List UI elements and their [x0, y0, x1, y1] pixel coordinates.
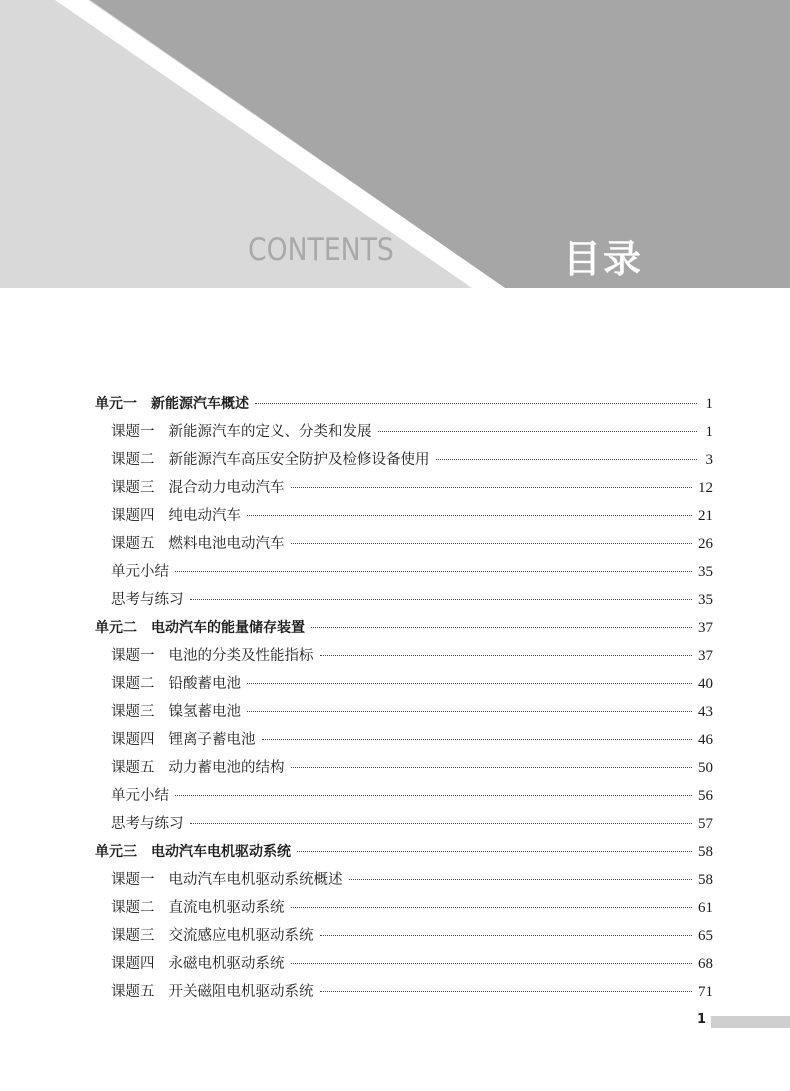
page-title: 目录	[563, 237, 644, 281]
toc-item[interactable]	[111, 448, 713, 472]
dot-leader	[349, 878, 693, 880]
item-title: 燃料电池电动汽车	[168, 536, 285, 552]
page-number: 61	[698, 900, 713, 916]
item-label: 课题二	[111, 900, 155, 916]
dot-leader	[175, 794, 692, 796]
page-number: 35	[698, 592, 713, 608]
toc-item[interactable]	[111, 588, 713, 612]
dot-leader	[291, 906, 693, 908]
page-number: 21	[698, 508, 713, 524]
page-number: 35	[698, 564, 713, 580]
dot-leader	[291, 962, 693, 964]
item-title: 新能源汽车高压安全防护及检修设备使用	[168, 452, 430, 468]
dot-leader	[255, 402, 697, 404]
item-label: 课题四	[111, 508, 155, 524]
item-title: 动力蓄电池的结构	[168, 760, 285, 776]
dot-leader	[291, 766, 693, 768]
toc-item[interactable]	[111, 784, 713, 808]
unit-label: 单元二	[95, 620, 137, 636]
page-number: 1	[705, 424, 713, 440]
toc-item[interactable]	[111, 476, 713, 500]
dot-leader	[320, 654, 693, 656]
dot-leader	[291, 486, 693, 488]
page-number: 1	[705, 396, 713, 412]
unit-title: 电动汽车电机驱动系统	[151, 844, 291, 860]
dot-leader	[175, 570, 692, 572]
item-label: 课题三	[111, 928, 155, 944]
dot-leader	[291, 542, 693, 544]
page-number: 50	[698, 760, 713, 776]
toc-unit-1[interactable]	[95, 392, 713, 416]
dot-leader	[320, 934, 693, 936]
item-title: 镍氢蓄电池	[168, 704, 241, 720]
item-label: 课题二	[111, 676, 155, 692]
item-title: 铅酸蓄电池	[168, 676, 241, 692]
item-title: 永磁电机驱动系统	[168, 956, 285, 972]
dot-leader	[247, 682, 692, 684]
dot-leader	[262, 738, 693, 740]
page-number: 26	[698, 536, 713, 552]
item-label: 课题五	[111, 536, 155, 552]
toc-item[interactable]	[111, 812, 713, 836]
toc-item[interactable]	[111, 700, 713, 724]
page-number: 37	[698, 620, 713, 636]
unit-title: 电动汽车的能量储存装置	[151, 620, 305, 636]
item-title: 电动汽车电机驱动系统概述	[168, 872, 343, 888]
item-label: 课题四	[111, 732, 155, 748]
banner-graphic	[0, 0, 790, 288]
dot-leader	[378, 430, 698, 432]
page-number: 12	[698, 480, 713, 496]
page-number: 40	[698, 676, 713, 692]
item-title: 锂离子蓄电池	[168, 732, 256, 748]
toc-item[interactable]	[111, 868, 713, 892]
page-number: 56	[698, 788, 713, 804]
item-title: 开关磁阻电机驱动系统	[168, 984, 314, 1000]
item-label: 课题三	[111, 480, 155, 496]
toc-item[interactable]	[111, 756, 713, 780]
toc-item[interactable]	[111, 728, 713, 752]
item-label: 课题一	[111, 872, 155, 888]
item-label: 课题一	[111, 424, 155, 440]
page-number: 58	[698, 872, 713, 888]
unit-title: 新能源汽车概述	[151, 396, 249, 412]
item-title: 思考与练习	[111, 816, 184, 832]
item-label: 课题五	[111, 984, 155, 1000]
dot-leader	[320, 990, 693, 992]
page-number: 71	[698, 984, 713, 1000]
toc-unit-3[interactable]	[95, 840, 713, 864]
item-label: 课题五	[111, 760, 155, 776]
toc-item[interactable]	[111, 644, 713, 668]
dot-leader	[297, 850, 692, 852]
dot-leader	[247, 514, 692, 516]
toc-item[interactable]	[111, 532, 713, 556]
page-number: 37	[698, 648, 713, 664]
unit-label: 单元一	[95, 396, 137, 412]
dot-leader	[190, 822, 693, 824]
page-number: 43	[698, 704, 713, 720]
item-title: 直流电机驱动系统	[168, 900, 285, 916]
footer-page-number: 1	[697, 1012, 707, 1027]
contents-heading-english: CONTENTS	[248, 232, 394, 268]
toc-item[interactable]	[111, 952, 713, 976]
item-title: 交流感应电机驱动系统	[168, 928, 314, 944]
item-title: 单元小结	[111, 564, 169, 580]
item-title: 单元小结	[111, 788, 169, 804]
toc-item[interactable]	[111, 980, 713, 1004]
page-number: 68	[698, 956, 713, 972]
unit-label: 单元三	[95, 844, 137, 860]
item-title: 思考与练习	[111, 592, 184, 608]
header-banner	[0, 0, 790, 288]
footer-page-bar	[711, 1016, 790, 1028]
item-title: 纯电动汽车	[168, 508, 241, 524]
item-label: 课题三	[111, 704, 155, 720]
item-title: 新能源汽车的定义、分类和发展	[168, 424, 372, 440]
dot-leader	[247, 710, 692, 712]
toc-item[interactable]	[111, 924, 713, 948]
item-title: 电池的分类及性能指标	[168, 648, 314, 664]
toc-unit-2[interactable]	[95, 616, 713, 640]
page-number: 57	[698, 816, 713, 832]
page-number: 3	[705, 452, 713, 468]
toc-item[interactable]	[111, 896, 713, 920]
item-label: 课题二	[111, 452, 155, 468]
item-title: 混合动力电动汽车	[168, 480, 285, 496]
toc-item[interactable]	[111, 672, 713, 696]
item-label: 课题一	[111, 648, 155, 664]
item-label: 课题四	[111, 956, 155, 972]
dot-leader	[436, 458, 698, 460]
toc-item[interactable]	[111, 560, 713, 584]
toc-item[interactable]	[111, 420, 713, 444]
toc-item[interactable]	[111, 504, 713, 528]
page-number: 58	[698, 844, 713, 860]
dot-leader	[190, 598, 693, 600]
page-number: 46	[698, 732, 713, 748]
page-number: 65	[698, 928, 713, 944]
dot-leader	[311, 626, 692, 628]
